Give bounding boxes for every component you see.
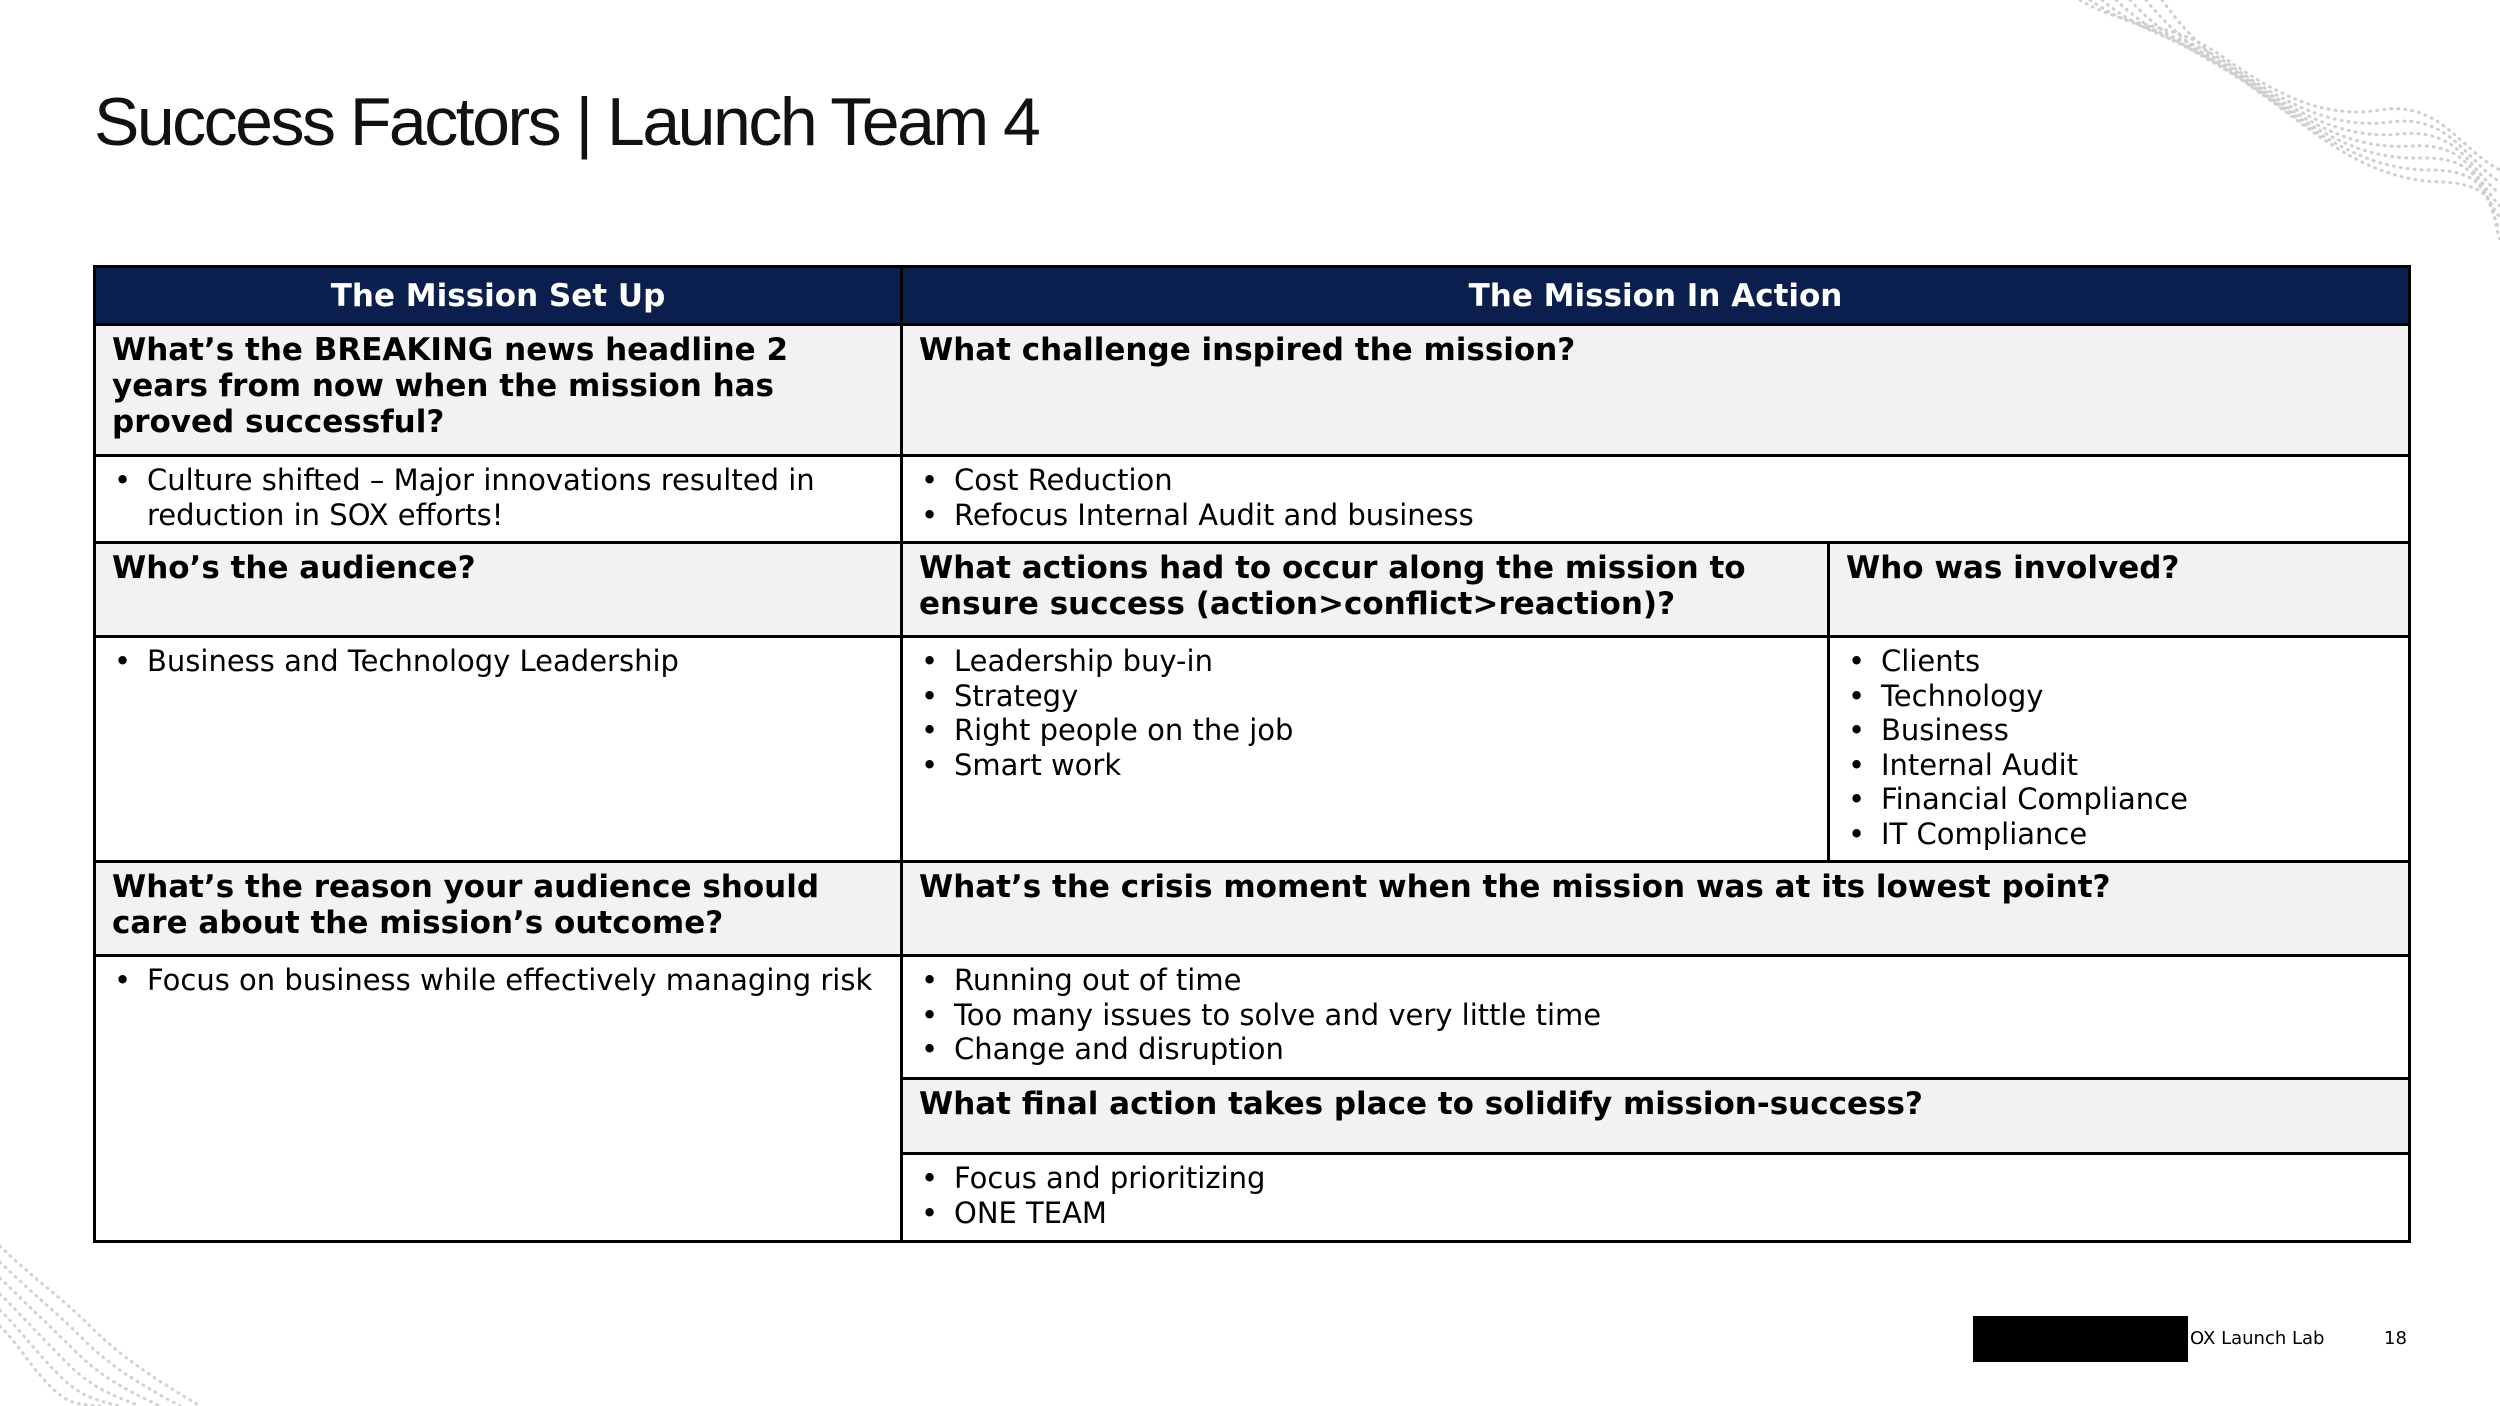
bullet-item: • Running out of time bbox=[919, 963, 2392, 998]
bullet-item: • Leadership buy-in bbox=[919, 644, 1811, 679]
answer-challenge bbox=[902, 456, 2410, 543]
question-row-3 bbox=[95, 862, 2410, 956]
success-factors-table bbox=[93, 265, 2411, 1243]
answer-audience bbox=[95, 637, 902, 862]
bullet-item: • Culture shifted – Major innovations resulted in reduction in SOX efforts! bbox=[112, 463, 884, 532]
bullet-item: • Business bbox=[1846, 713, 2392, 748]
bullet-item: • Clients bbox=[1846, 644, 2392, 679]
answer-reason-to-care bbox=[95, 956, 902, 1242]
bullet-item: • Focus and prioritizing bbox=[919, 1161, 2392, 1196]
answer-final-action bbox=[902, 1154, 2410, 1242]
question-row-2 bbox=[95, 543, 2410, 637]
bullet-list bbox=[919, 644, 1811, 782]
question-actions: What actions had to occur along the mission to ensure success (action>conflict>reaction)? bbox=[902, 543, 1829, 637]
bullet-list bbox=[919, 463, 2392, 532]
answer-involved bbox=[1829, 637, 2410, 862]
bullet-item: • Too many issues to solve and very little time bbox=[919, 998, 2392, 1033]
answer-crisis-moment bbox=[902, 956, 2410, 1079]
answer-breaking-news bbox=[95, 456, 902, 543]
header-row bbox=[95, 267, 2410, 325]
bullet-item: • Focus on business while effectively managing risk bbox=[112, 963, 884, 998]
redacted-footer-block bbox=[1973, 1316, 2188, 1362]
answer-actions bbox=[902, 637, 1829, 862]
question-challenge: What challenge inspired the mission? bbox=[902, 325, 2410, 456]
bullet-item: • Business and Technology Leadership bbox=[112, 644, 884, 679]
bullet-item: • Right people on the job bbox=[919, 713, 1811, 748]
bullet-list bbox=[112, 963, 884, 998]
bullet-item: • Cost Reduction bbox=[919, 463, 2392, 498]
bullet-list bbox=[112, 463, 884, 532]
question-crisis-moment: What’s the crisis moment when the mission was at its lowest point? bbox=[902, 862, 2410, 956]
question-final-action: What final action takes place to solidify mission-success? bbox=[902, 1079, 2410, 1154]
question-involved: Who was involved? bbox=[1829, 543, 2410, 637]
question-reason-to-care: What’s the reason your audience should care about the mission’s outcome? bbox=[95, 862, 902, 956]
slide-title: Success Factors | Launch Team 4 bbox=[94, 84, 1039, 160]
bullet-list bbox=[112, 644, 884, 679]
bullet-item: • ONE TEAM bbox=[919, 1196, 2392, 1231]
bullet-item: • Refocus Internal Audit and business bbox=[919, 498, 2392, 533]
bullet-item: • Smart work bbox=[919, 748, 1811, 783]
bullet-item: • Technology bbox=[1846, 679, 2392, 714]
decorative-wave-top-right bbox=[2020, 0, 2500, 240]
header-mission-in-action: The Mission In Action bbox=[902, 267, 2410, 325]
bullet-list bbox=[1846, 644, 2392, 851]
question-breaking-news: What’s the BREAKING news headline 2 years from now when the mission has proved successful? bbox=[95, 325, 902, 456]
answer-row-1 bbox=[95, 456, 2410, 543]
question-row-1 bbox=[95, 325, 2410, 456]
bullet-item: • Strategy bbox=[919, 679, 1811, 714]
question-audience: Who’s the audience? bbox=[95, 543, 902, 637]
bullet-item: • IT Compliance bbox=[1846, 817, 2392, 852]
page-number: 18 bbox=[2384, 1328, 2407, 1349]
bullet-list bbox=[919, 1161, 2392, 1230]
answer-row-2 bbox=[95, 637, 2410, 862]
bullet-item: • Financial Compliance bbox=[1846, 782, 2392, 817]
footer-label: OX Launch Lab bbox=[2190, 1328, 2325, 1349]
answer-row-3 bbox=[95, 956, 2410, 1079]
bullet-item: • Change and disruption bbox=[919, 1032, 2392, 1067]
header-mission-set-up: The Mission Set Up bbox=[95, 267, 902, 325]
bullet-item: • Internal Audit bbox=[1846, 748, 2392, 783]
bullet-list bbox=[919, 963, 2392, 1067]
